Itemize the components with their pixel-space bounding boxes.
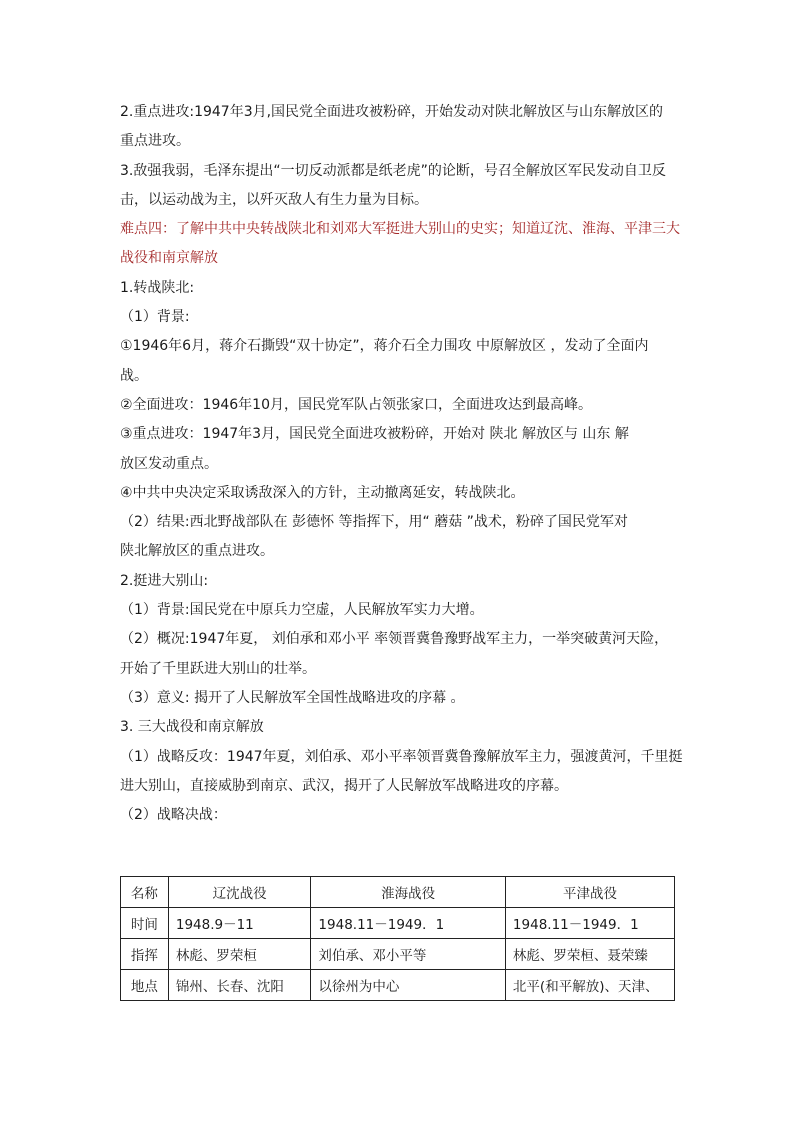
table-cell: 刘伯承、邓小平等 (311, 939, 506, 970)
table-cell: 指挥 (121, 939, 169, 970)
text-line: 开始了千里跃进大别山的壮举。 (120, 660, 316, 677)
text-line: 进大别山，直接威胁到南京、武汉，揭开了人民解放军战略进攻的序幕。 (120, 777, 568, 794)
table-cell: 以徐州为中心 (311, 970, 506, 1001)
text-line: 放区发动重点。 (120, 455, 218, 472)
table-header-cell: 辽沈战役 (168, 877, 311, 908)
text-line: ④中共中央决定采取诱敌深入的方针，主动撤离延安，转战陕北。 (120, 484, 525, 501)
text-line: （1）背景:国民党在中原兵力空虚，人民解放军实力大增。 (120, 602, 484, 619)
table-row (121, 970, 675, 1001)
table-cell: 锦州、长春、沈阳 (168, 970, 311, 1001)
table-cell: 地点 (121, 970, 169, 1001)
highlight-text-line: 难点四：了解中共中央转战陕北和刘邓大军挺进大别山的史实；知道辽沈、淮海、平津三大 (120, 221, 680, 238)
table-header-cell: 名称 (121, 877, 169, 908)
table-cell: 1948.9－11 (168, 908, 311, 939)
table-header-cell: 平津战役 (505, 877, 674, 908)
text-line: 3. 三大战役和南京解放 (120, 719, 264, 736)
table-cell: 1948.11－1949．1 (311, 908, 506, 939)
campaign-table (120, 876, 675, 1001)
table-cell: 时间 (121, 908, 169, 939)
text-line: 3.敌强我弱，毛泽东提出“一切反动派都是纸老虎”的论断，号召全解放区军民发动自卫反 (120, 162, 666, 179)
text-line: ②全面进攻：1946年10月，国民党军队占领张家口，全面进攻达到最高峰。 (120, 396, 592, 413)
table-row (121, 908, 675, 939)
text-line: （1）战略反攻：1947年夏，刘伯承、邓小平率领晋冀鲁豫解放军主力，强渡黄河，千里挺 (120, 748, 683, 765)
text-line: ③重点进攻：1947年3月，国民党全面进攻被粉碎，开始对 陕北 解放区与 山东 解 (120, 426, 629, 443)
text-line: 重点进攻。 (120, 133, 190, 150)
text-line: （1）背景: (120, 309, 190, 326)
table-cell: 林彪、罗荣桓、聂荣臻 (505, 939, 674, 970)
text-line: （2）战略决战： (120, 807, 227, 824)
highlight-text-line: 战役和南京解放 (120, 250, 218, 267)
text-line: 1.转战陕北: (120, 279, 195, 296)
document-body (120, 98, 683, 830)
text-line: 2.挺进大别山: (120, 572, 209, 589)
text-line: 击，以运动战为主，以歼灭敌人有生力量为目标。 (120, 191, 428, 208)
table-cell: 林彪、罗荣桓 (168, 939, 311, 970)
table-cell: 北平(和平解放)、天津、 (505, 970, 674, 1001)
table-header-cell: 淮海战役 (311, 877, 506, 908)
text-line: 2.重点进攻:1947年3月,国民党全面进攻被粉碎，开始发动对陕北解放区与山东解放区的 (120, 104, 664, 120)
text-line: （2）概况:1947年夏， 刘伯承和邓小平 率领晋冀鲁豫野战军主力，一举突破黄河天险， (120, 631, 669, 648)
text-line: 战。 (120, 367, 148, 384)
text-line: 陕北解放区的重点进攻。 (120, 543, 274, 560)
table-cell: 1948.11－1949．1 (505, 908, 674, 939)
text-line: ①1946年6月，蒋介石撕毁“双十协定”，蒋介石全力围攻 中原解放区 ，发动了全面内 (120, 338, 649, 355)
table-header-row (121, 877, 675, 908)
table-row (121, 939, 675, 970)
text-line: （3）意义: 揭开了人民解放军全国性战略进攻的序幕 。 (120, 689, 465, 706)
text-line: （2）结果:西北野战部队在 彭德怀 等指挥下，用“ 蘑菇 ”战术，粉碎了国民党军对 (120, 514, 628, 531)
